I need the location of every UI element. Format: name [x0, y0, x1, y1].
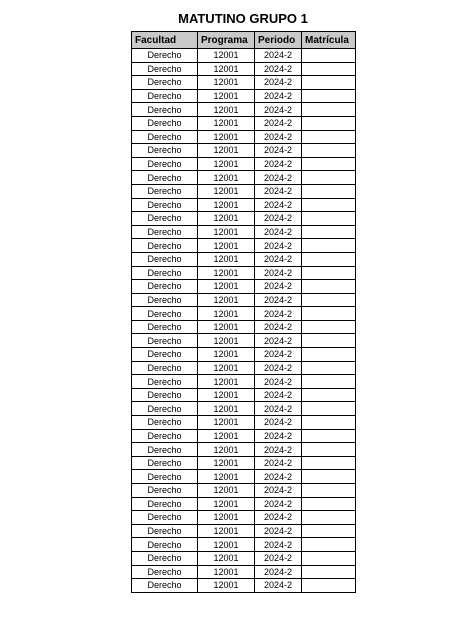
matricula-cell	[302, 157, 356, 171]
programa-cell: 12001	[198, 565, 255, 579]
programa-cell: 12001	[198, 307, 255, 321]
facultad-cell: Derecho	[132, 157, 198, 171]
programa-cell: 12001	[198, 184, 255, 198]
matricula-cell	[302, 334, 356, 348]
table-row	[132, 524, 356, 538]
matricula-cell	[302, 225, 356, 239]
matricula-cell	[302, 524, 356, 538]
header-facultad: Facultad	[132, 32, 198, 49]
matricula-cell	[302, 470, 356, 484]
facultad-cell: Derecho	[132, 76, 198, 90]
periodo-cell: 2024-2	[255, 497, 302, 511]
matricula-cell	[302, 198, 356, 212]
periodo-cell: 2024-2	[255, 416, 302, 430]
table-row	[132, 497, 356, 511]
periodo-cell: 2024-2	[255, 293, 302, 307]
periodo-cell: 2024-2	[255, 307, 302, 321]
facultad-cell: Derecho	[132, 320, 198, 334]
matricula-cell	[302, 456, 356, 470]
periodo-cell: 2024-2	[255, 538, 302, 552]
periodo-cell: 2024-2	[255, 130, 302, 144]
matricula-cell	[302, 116, 356, 130]
programa-cell: 12001	[198, 402, 255, 416]
table-row	[132, 416, 356, 430]
matricula-cell	[302, 565, 356, 579]
programa-cell: 12001	[198, 293, 255, 307]
programa-cell: 12001	[198, 49, 255, 63]
periodo-cell: 2024-2	[255, 511, 302, 525]
table-row	[132, 116, 356, 130]
facultad-cell: Derecho	[132, 116, 198, 130]
matricula-cell	[302, 443, 356, 457]
matricula-cell	[302, 388, 356, 402]
programa-cell: 12001	[198, 551, 255, 565]
table-row	[132, 157, 356, 171]
facultad-cell: Derecho	[132, 171, 198, 185]
facultad-cell: Derecho	[132, 280, 198, 294]
table-row	[132, 280, 356, 294]
programa-cell: 12001	[198, 443, 255, 457]
facultad-cell: Derecho	[132, 212, 198, 226]
table-row	[132, 402, 356, 416]
matricula-cell	[302, 375, 356, 389]
periodo-cell: 2024-2	[255, 171, 302, 185]
table-row	[132, 225, 356, 239]
periodo-cell: 2024-2	[255, 76, 302, 90]
table-row	[132, 348, 356, 362]
facultad-cell: Derecho	[132, 239, 198, 253]
matricula-cell	[302, 511, 356, 525]
table-row	[132, 361, 356, 375]
programa-cell: 12001	[198, 157, 255, 171]
programa-cell: 12001	[198, 116, 255, 130]
table-row	[132, 551, 356, 565]
header-periodo: Periodo	[255, 32, 302, 49]
programa-cell: 12001	[198, 416, 255, 430]
table-row	[132, 130, 356, 144]
table-row	[132, 184, 356, 198]
periodo-cell: 2024-2	[255, 49, 302, 63]
periodo-cell: 2024-2	[255, 62, 302, 76]
facultad-cell: Derecho	[132, 49, 198, 63]
table-row	[132, 171, 356, 185]
table-row	[132, 334, 356, 348]
facultad-cell: Derecho	[132, 402, 198, 416]
matricula-cell	[302, 212, 356, 226]
facultad-cell: Derecho	[132, 443, 198, 457]
periodo-cell: 2024-2	[255, 443, 302, 457]
programa-cell: 12001	[198, 388, 255, 402]
periodo-cell: 2024-2	[255, 116, 302, 130]
programa-cell: 12001	[198, 103, 255, 117]
table-row	[132, 198, 356, 212]
programa-cell: 12001	[198, 456, 255, 470]
matricula-cell	[302, 402, 356, 416]
facultad-cell: Derecho	[132, 89, 198, 103]
table-row	[132, 76, 356, 90]
table-row	[132, 484, 356, 498]
facultad-cell: Derecho	[132, 579, 198, 593]
table-row	[132, 62, 356, 76]
matricula-cell	[302, 103, 356, 117]
facultad-cell: Derecho	[132, 184, 198, 198]
facultad-cell: Derecho	[132, 266, 198, 280]
programa-cell: 12001	[198, 212, 255, 226]
table-row	[132, 293, 356, 307]
periodo-cell: 2024-2	[255, 565, 302, 579]
table-row	[132, 429, 356, 443]
facultad-cell: Derecho	[132, 375, 198, 389]
facultad-cell: Derecho	[132, 511, 198, 525]
facultad-cell: Derecho	[132, 62, 198, 76]
periodo-cell: 2024-2	[255, 470, 302, 484]
table-row	[132, 144, 356, 158]
matricula-cell	[302, 361, 356, 375]
matricula-cell	[302, 144, 356, 158]
programa-cell: 12001	[198, 144, 255, 158]
matricula-cell	[302, 62, 356, 76]
table-body	[132, 49, 356, 593]
periodo-cell: 2024-2	[255, 157, 302, 171]
programa-cell: 12001	[198, 511, 255, 525]
header-programa: Programa	[198, 32, 255, 49]
programa-cell: 12001	[198, 497, 255, 511]
table-row	[132, 89, 356, 103]
periodo-cell: 2024-2	[255, 348, 302, 362]
periodo-cell: 2024-2	[255, 579, 302, 593]
table-row	[132, 565, 356, 579]
programa-cell: 12001	[198, 89, 255, 103]
matricula-cell	[302, 429, 356, 443]
periodo-cell: 2024-2	[255, 388, 302, 402]
matricula-cell	[302, 130, 356, 144]
matricula-cell	[302, 484, 356, 498]
periodo-cell: 2024-2	[255, 212, 302, 226]
facultad-cell: Derecho	[132, 551, 198, 565]
periodo-cell: 2024-2	[255, 524, 302, 538]
programa-cell: 12001	[198, 171, 255, 185]
programa-cell: 12001	[198, 375, 255, 389]
table-row	[132, 511, 356, 525]
periodo-cell: 2024-2	[255, 361, 302, 375]
facultad-cell: Derecho	[132, 470, 198, 484]
programa-cell: 12001	[198, 320, 255, 334]
programa-cell: 12001	[198, 76, 255, 90]
facultad-cell: Derecho	[132, 497, 198, 511]
programa-cell: 12001	[198, 348, 255, 362]
table-row	[132, 103, 356, 117]
table-row	[132, 252, 356, 266]
periodo-cell: 2024-2	[255, 252, 302, 266]
table-row	[132, 320, 356, 334]
periodo-cell: 2024-2	[255, 320, 302, 334]
facultad-cell: Derecho	[132, 225, 198, 239]
facultad-cell: Derecho	[132, 103, 198, 117]
periodo-cell: 2024-2	[255, 266, 302, 280]
matricula-cell	[302, 49, 356, 63]
periodo-cell: 2024-2	[255, 551, 302, 565]
periodo-cell: 2024-2	[255, 484, 302, 498]
periodo-cell: 2024-2	[255, 456, 302, 470]
periodo-cell: 2024-2	[255, 280, 302, 294]
programa-cell: 12001	[198, 429, 255, 443]
facultad-cell: Derecho	[132, 293, 198, 307]
programa-cell: 12001	[198, 280, 255, 294]
programa-cell: 12001	[198, 130, 255, 144]
matricula-cell	[302, 171, 356, 185]
facultad-cell: Derecho	[132, 348, 198, 362]
page-title: MATUTINO GRUPO 1	[178, 11, 308, 26]
facultad-cell: Derecho	[132, 565, 198, 579]
facultad-cell: Derecho	[132, 334, 198, 348]
programa-cell: 12001	[198, 579, 255, 593]
facultad-cell: Derecho	[132, 484, 198, 498]
periodo-cell: 2024-2	[255, 89, 302, 103]
periodo-cell: 2024-2	[255, 225, 302, 239]
facultad-cell: Derecho	[132, 198, 198, 212]
periodo-cell: 2024-2	[255, 402, 302, 416]
matricula-cell	[302, 538, 356, 552]
programa-cell: 12001	[198, 252, 255, 266]
matricula-cell	[302, 76, 356, 90]
enrollment-table	[131, 31, 356, 593]
programa-cell: 12001	[198, 225, 255, 239]
header-row	[132, 32, 356, 49]
facultad-cell: Derecho	[132, 130, 198, 144]
table-row	[132, 456, 356, 470]
facultad-cell: Derecho	[132, 456, 198, 470]
matricula-cell	[302, 184, 356, 198]
facultad-cell: Derecho	[132, 361, 198, 375]
periodo-cell: 2024-2	[255, 334, 302, 348]
matricula-cell	[302, 89, 356, 103]
matricula-cell	[302, 239, 356, 253]
facultad-cell: Derecho	[132, 416, 198, 430]
table-row	[132, 579, 356, 593]
table-row	[132, 212, 356, 226]
programa-cell: 12001	[198, 239, 255, 253]
programa-cell: 12001	[198, 524, 255, 538]
table-row	[132, 375, 356, 389]
programa-cell: 12001	[198, 484, 255, 498]
table-row	[132, 538, 356, 552]
periodo-cell: 2024-2	[255, 239, 302, 253]
matricula-cell	[302, 348, 356, 362]
table-row	[132, 266, 356, 280]
table-row	[132, 388, 356, 402]
table-row	[132, 239, 356, 253]
matricula-cell	[302, 551, 356, 565]
table-row	[132, 443, 356, 457]
periodo-cell: 2024-2	[255, 375, 302, 389]
table-row	[132, 49, 356, 63]
matricula-cell	[302, 579, 356, 593]
facultad-cell: Derecho	[132, 388, 198, 402]
matricula-cell	[302, 497, 356, 511]
programa-cell: 12001	[198, 334, 255, 348]
matricula-cell	[302, 307, 356, 321]
programa-cell: 12001	[198, 538, 255, 552]
programa-cell: 12001	[198, 198, 255, 212]
matricula-cell	[302, 320, 356, 334]
facultad-cell: Derecho	[132, 252, 198, 266]
facultad-cell: Derecho	[132, 144, 198, 158]
programa-cell: 12001	[198, 470, 255, 484]
facultad-cell: Derecho	[132, 538, 198, 552]
periodo-cell: 2024-2	[255, 144, 302, 158]
table-row	[132, 470, 356, 484]
programa-cell: 12001	[198, 62, 255, 76]
facultad-cell: Derecho	[132, 429, 198, 443]
programa-cell: 12001	[198, 361, 255, 375]
periodo-cell: 2024-2	[255, 429, 302, 443]
matricula-cell	[302, 252, 356, 266]
matricula-cell	[302, 293, 356, 307]
header-matricula: Matrícula	[302, 32, 356, 49]
facultad-cell: Derecho	[132, 524, 198, 538]
periodo-cell: 2024-2	[255, 184, 302, 198]
matricula-cell	[302, 280, 356, 294]
matricula-cell	[302, 416, 356, 430]
periodo-cell: 2024-2	[255, 103, 302, 117]
periodo-cell: 2024-2	[255, 198, 302, 212]
facultad-cell: Derecho	[132, 307, 198, 321]
table-row	[132, 307, 356, 321]
programa-cell: 12001	[198, 266, 255, 280]
matricula-cell	[302, 266, 356, 280]
